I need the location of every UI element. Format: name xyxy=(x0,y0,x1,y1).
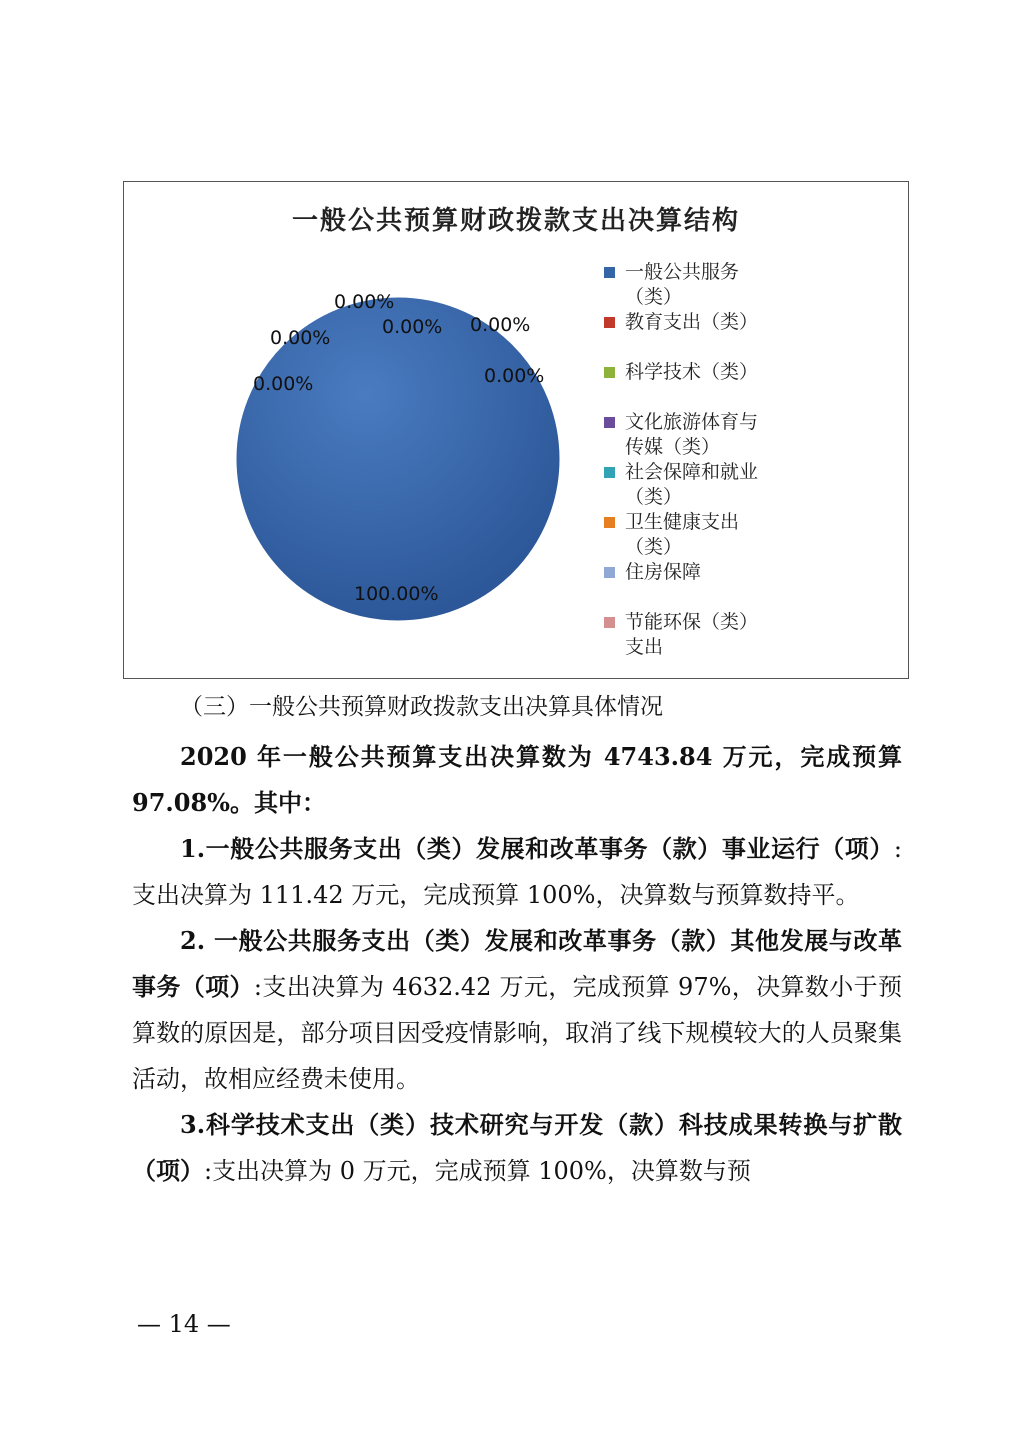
item-title: 3.科学技术支出（类）技术研究与开发（款）科技成果转换与扩散（项） xyxy=(132,1110,902,1185)
item-title: 1.一般公共服务支出（类）发展和改革事务（款）事业运行（项） xyxy=(180,834,894,863)
legend-label: 节能环保（类） 支出 xyxy=(625,611,759,658)
legend-item xyxy=(604,460,775,510)
legend-item xyxy=(604,310,775,335)
item-paragraph-3 xyxy=(132,1102,902,1194)
item-title: 2. 一般公共服务支出（类）发展和改革事务（款）其他发展与改革事务（项） xyxy=(132,926,902,1001)
item-body: :支出决算为 4632.42 万元，完成预算 97%，决算数小于预算数的原因是，部分项目因受疫情影响，取消了线下规模较大的人员聚集活动，故相应经费未使用。 xyxy=(132,973,903,1093)
legend-label: 社会保障和就业 （类） xyxy=(625,461,759,508)
legend-item xyxy=(604,510,775,560)
summary-paragraph: 2020 年一般公共预算支出决算数为 4743.84 万元，完成预算 97.08%。其中： xyxy=(132,742,902,817)
legend-item xyxy=(604,360,775,385)
legend-item xyxy=(604,610,775,660)
section-heading: （三）一般公共预算财政拨款支出决算具体情况 xyxy=(180,694,663,720)
data-label: 0.00% xyxy=(253,373,314,395)
body-text xyxy=(132,734,902,1194)
data-label: 100.00% xyxy=(354,583,439,605)
chart-title: 一般公共预算财政拨款支出决算结构 xyxy=(291,206,740,236)
legend-swatch xyxy=(604,567,615,578)
legend-label: 文化旅游体育与 传媒（类） xyxy=(625,411,759,458)
legend-item xyxy=(604,560,775,585)
data-label: 0.00% xyxy=(484,365,545,387)
legend-swatch xyxy=(604,467,615,478)
legend-swatch xyxy=(604,517,615,528)
legend-label: 科学技术（类） xyxy=(625,361,759,383)
legend-swatch xyxy=(604,267,615,278)
item-paragraph-2 xyxy=(132,918,902,1102)
page-number: — 14 — xyxy=(137,1310,231,1338)
pie-chart-container xyxy=(123,181,909,679)
legend-label: 住房保障 xyxy=(625,561,702,583)
item-paragraph-1 xyxy=(132,826,902,918)
data-label: 0.00% xyxy=(382,316,443,338)
data-label: 0.00% xyxy=(334,291,395,313)
data-label: 0.00% xyxy=(470,314,531,336)
legend-label: 一般公共服务 （类） xyxy=(625,261,740,308)
data-label: 0.00% xyxy=(270,327,331,349)
item-body: :支出决算为 0 万元，完成预算 100%，决算数与预 xyxy=(204,1157,751,1185)
legend-item xyxy=(604,410,775,460)
item-body: :支出决算为 111.42 万元，完成预算 100%，决算数与预算数持平。 xyxy=(132,835,902,909)
legend-swatch xyxy=(604,417,615,428)
legend-label: 教育支出（类） xyxy=(625,311,759,333)
legend-swatch xyxy=(604,367,615,378)
legend-label: 卫生健康支出 （类） xyxy=(625,511,740,558)
pie-chart xyxy=(124,182,910,680)
legend-swatch xyxy=(604,317,615,328)
legend-item xyxy=(604,260,775,310)
legend-swatch xyxy=(604,617,615,628)
